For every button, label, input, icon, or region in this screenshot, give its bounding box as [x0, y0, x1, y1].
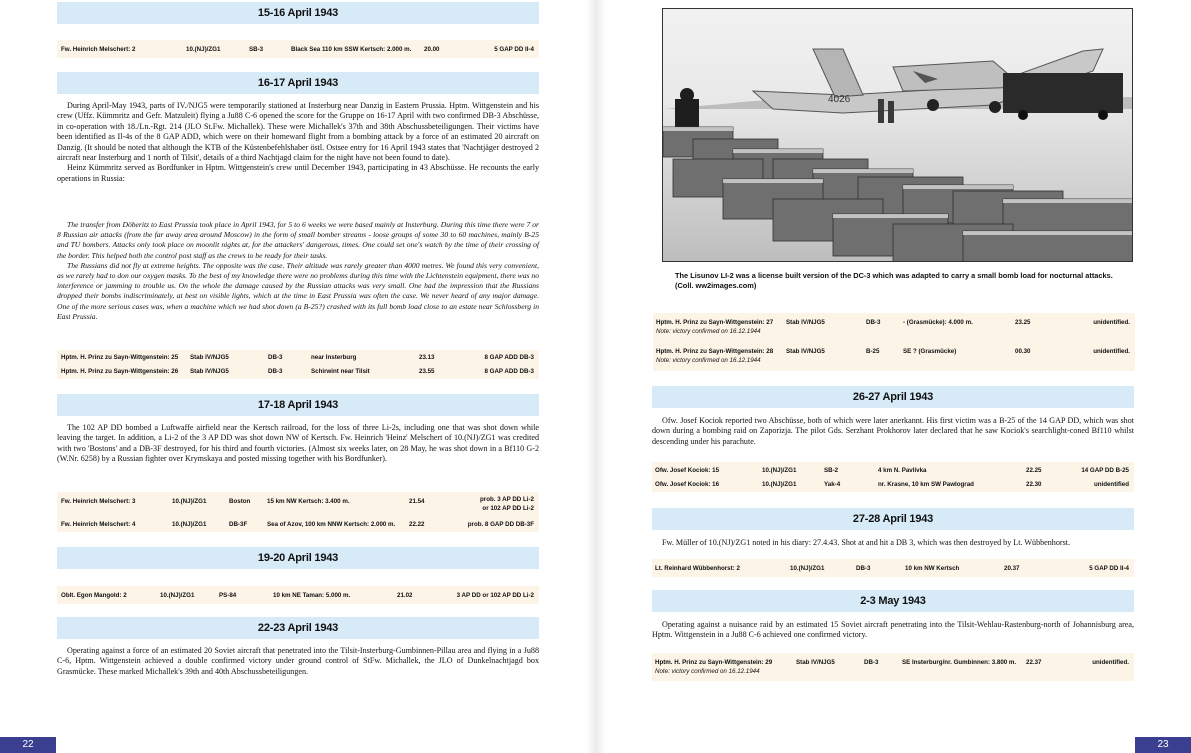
claim-unit: 10.(NJ)/ZG1 — [790, 565, 825, 572]
body-text — [652, 416, 1134, 447]
claim-row — [57, 492, 539, 532]
claim-time: 22.25 — [1026, 467, 1042, 474]
page-number: 23 — [1135, 737, 1191, 753]
claim-pilot: Hptm. H. Prinz zu Sayn-Wittgenstein: 27 — [656, 319, 774, 326]
li-2-photo-illustration — [663, 9, 1133, 262]
claim-pilot: Hptm. H. Prinz zu Sayn-Wittgenstein: 25 — [61, 354, 179, 361]
claim-result: 3 AP DD or 102 AP DD Li-2 — [456, 592, 534, 599]
claim-location: SE ? (Grasmücke) — [903, 348, 957, 355]
claim-unit: 10.(NJ)/ZG1 — [186, 46, 221, 53]
claim-time: 23.25 — [1015, 319, 1031, 326]
claim-location: 4 km N. Pavlivka — [878, 467, 927, 474]
body-text — [57, 101, 539, 184]
aircraft-photo — [662, 8, 1133, 262]
claim-unit: Stab IV/NJG5 — [786, 348, 825, 355]
claim-pilot: Oblt. Egon Mangold: 2 — [61, 592, 127, 599]
quote-paragraph: The Russians did not fly at extreme heights. The opposite was the case. Their altitude was rarely greater than 4000 metres. We found this very convenient, as we rarely had to don our oxygen masks. To the best of my knowledge there were no problems during this time with the Lichtenstein equipment, there was no interference or jamming to trouble us. On the whole the damage caused by the Russian attacks was very small. One had the impression that the Russians dropped their bombs indiscriminately, at best on visible lights, which at the time in East Prussia was often the case. We never heard of any major damage. One of the more serious cases was, when a machine which we had shot down (a B-25?) crashed with its full bomb load close to an estate near Schlossberg in East Prussia. — [57, 260, 539, 321]
claim-location: near Insterburg — [311, 354, 357, 361]
paragraph: Operating against a nuisance raid by an estimated 15 Soviet aircraft penetrating into the Tilsit-Wehlau-Rastenburg-north of Johannisburg area, Hptm. Wittgenstein in a Ju88 C-6 achieved one confirmed victory. — [652, 620, 1134, 640]
claim-location: Sea of Azov, 100 km NNW Kertsch: 2.000 m. — [267, 521, 396, 528]
claim-unit: 10.(NJ)/ZG1 — [762, 467, 797, 474]
claim-pilot: Fw. Heinrich Melschert: 3 — [61, 498, 136, 505]
quote-block — [57, 220, 539, 322]
claim-note: Note: victory confirmed on 16.12.1944 — [655, 668, 760, 675]
claim-unit: 10.(NJ)/ZG1 — [160, 592, 195, 599]
claim-type: DB-3 — [268, 368, 283, 375]
claim-time: 22.30 — [1026, 481, 1042, 488]
claim-location: Schirwint near Tilsit — [311, 368, 370, 375]
claim-result: unidentified. — [1093, 319, 1130, 326]
claim-time: 20.37 — [1004, 565, 1020, 572]
claim-time: 21.54 — [409, 498, 425, 505]
claim-time: 20.00 — [424, 46, 440, 53]
claim-result: 8 GAP ADD DB-3 — [484, 368, 534, 375]
paragraph: Ofw. Josef Kociok reported two Abschüsse, both of which were later anerkannt. His first victim was a B-25 of the 14 GAP DD, which was shot down during a bombing raid on Zaporizja. The pilot Gds. Serzhant Prokhorov later declared that he saw Kociok's searchlight-coned Bf110 whilst descending under his parachute. — [652, 416, 1134, 446]
claim-time: 22.22 — [409, 521, 425, 528]
claim-pilot: Fw. Heinrich Melschert: 2 — [61, 46, 136, 53]
claim-type: DB-3 — [268, 354, 283, 361]
claim-location: 10 km NW Kertsch — [905, 565, 960, 572]
claim-result-alt: or 102 AP DD Li-2 — [482, 505, 534, 512]
quote-paragraph: The transfer from Döberitz to East Prussia took place in April 1943, for 5 to 6 weeks we were based mainly at Insterburg. During this time there were 7 or 8 Russian air attacks (from the far away area around Moscow) in the form of small bomber streams - loose groups of some 30 to 60 machines, mainly B-25 and TU bombers. Attacks only took place on moonlit nights at, for the attackers' dangerous, times. One could set one's watch by the time of their crossing of the border. This helped both the control post staff as the crews to be ready for their tasks. — [57, 220, 539, 260]
claim-unit: Stab IV/NJG5 — [786, 319, 825, 326]
body-text — [57, 423, 539, 465]
claim-note: Note: victory confirmed on 16.12.1944 — [656, 328, 761, 335]
claim-result: 8 GAP ADD DB-3 — [484, 354, 534, 361]
page-number: 22 — [0, 737, 56, 753]
claim-type: Boston — [229, 498, 251, 505]
claim-type: DB-3F — [229, 521, 248, 528]
claim-pilot: Ofw. Josef Kociok: 16 — [655, 481, 720, 488]
claim-location: SE Insterburg/nr. Gumbinnen: 3.800 m. — [902, 659, 1017, 666]
claim-row — [652, 559, 1134, 577]
aircraft-number: 4026 — [828, 94, 851, 105]
claim-location: nr. Krasne, 10 km SW Pawlograd — [878, 481, 974, 488]
claim-result: 5 GAP DD II-4 — [1089, 565, 1129, 572]
right-page — [596, 0, 1191, 753]
section-header: 27-28 April 1943 — [652, 508, 1134, 530]
claim-unit: Stab IV/NJG5 — [190, 354, 229, 361]
claim-location: 15 km NW Kertsch: 3.400 m. — [267, 498, 350, 505]
claim-result: 14 GAP DD B-25 — [1081, 467, 1129, 474]
claim-pilot: Hptm. H. Prinz zu Sayn-Wittgenstein: 28 — [656, 348, 774, 355]
paragraph: Fw. Müller of 10.(NJ)/ZG1 noted in his diary: 27.4.43. Shot at and hit a DB 3, which was then destroyed by Lt. Wübbenhorst. — [662, 538, 1071, 547]
claim-unit: 10.(NJ)/ZG1 — [172, 521, 207, 528]
claim-pilot: Hptm. H. Prinz zu Sayn-Wittgenstein: 29 — [655, 659, 773, 666]
claim-row — [652, 462, 1134, 492]
section-header: 2-3 May 1943 — [652, 590, 1134, 612]
claim-time: 23.13 — [419, 354, 435, 361]
paragraph: The 102 AP DD bombed a Luftwaffe airfield near the Kertsch railroad, for the loss of three Li-2s, including one that was shot down while leaving the target. In addition, a Li-2 of the 3 AP DD was shot down NW of Kertsch. Fw. Heinrich 'Heinz' Melschert of 10.(NJ)/ZG1 was credited with two 'Bostons' and a DB-3F destroyed, for his third and fourth victories. (Almost six weeks later, on 28 May, he was shot down in a Bf110 G-2 (W.Nr. 6258) by a Russian fighter over Krymskaya and posted missing together with his Bordfunker). — [57, 423, 539, 464]
section-header: 22-23 April 1943 — [57, 617, 539, 639]
section-header: 15-16 April 1943 — [57, 2, 539, 24]
claim-pilot: Hptm. H. Prinz zu Sayn-Wittgenstein: 26 — [61, 368, 179, 375]
claim-time: 23.55 — [419, 368, 435, 375]
claim-time: 22.37 — [1026, 659, 1042, 666]
claim-note: Note: victory confirmed on 16.12.1944 — [656, 357, 761, 364]
section-header: 19-20 April 1943 — [57, 547, 539, 569]
paragraph: Heinz Kümmritz served as Bordfunker in Hptm. Wittgenstein's crew until December 1943, participating in 43 Abschüsse. He recounts the early operations in Russia: — [57, 163, 539, 183]
claim-unit: 10.(NJ)/ZG1 — [172, 498, 207, 505]
claim-type: SB-3 — [249, 46, 264, 53]
claim-type: PS-84 — [219, 592, 237, 599]
claim-result: prob. 8 GAP DD DB-3F — [467, 521, 534, 528]
claim-result: unidentified — [1093, 481, 1129, 488]
claim-type: DB-3 — [856, 565, 871, 572]
claim-type: DB-3 — [864, 659, 879, 666]
claim-row — [57, 586, 539, 604]
claim-location: 10 km NE Taman: 5.000 m. — [273, 592, 351, 599]
claim-type: Yak-4 — [824, 481, 841, 488]
paragraph: During April-May 1943, parts of IV./NJG5 were temporarily stationed at Insterburg near Danzig in Eastern Prussia. Hptm. Wittgenstein and his crew (Uffz. Kümmritz and Gefr. Matzuleit) flying a Ju88 C-6 opened the score for the Gruppe on 16-17 April with two confirmed DB-3 Abschüsse, in co-operation with 18./Ln.-Rgt. 214 (JLO St.Fw. Michallek). These were Michallek's 37th and 38th Abschussbeteiligungen. Their victims have been identified as Il-4s of the 8 GAP ADD, which were on their homeward flight from a bombing attack by a force of an estimated 20 aircraft on Danzig. (It should be noted that although the KTB of the Küstenbefehlshaber östl. Ostsee entry for 16 April 1943 states that 'Nachtjäger destroyed 2 aircraft near Insterburg and 1 north of Tilsit', details of a third Nachtjagd claim for the night have not been found to date). — [57, 101, 539, 163]
claim-result: 5 GAP DD II-4 — [494, 46, 534, 53]
claim-time: 00.30 — [1015, 348, 1031, 355]
body-text — [652, 620, 1134, 641]
claim-type: B-25 — [866, 348, 880, 355]
section-header: 26-27 April 1943 — [652, 386, 1134, 408]
claim-pilot: Fw. Heinrich Melschert: 4 — [61, 521, 136, 528]
claim-row — [653, 313, 1135, 371]
body-text — [57, 646, 539, 677]
paragraph: Operating against a force of an estimated 20 Soviet aircraft that penetrated into the Tilsit-Insterburg-Gumbinnen-Pillau area and flying in a Ju88 C-6, Hptm. Wittgenstein achieved a double confirmed victory under ground control of StFw. Michallek, the JLO of Dunkelnachtjagd box Grasmücke. These marked Michallek's 39th and 40th Abschussbeteiligungen. — [57, 646, 539, 676]
body-text — [652, 538, 1134, 548]
claim-result: prob. 3 AP DD Li-2 — [480, 496, 534, 503]
claim-unit: Stab IV/NJG5 — [796, 659, 835, 666]
claim-pilot: Lt. Reinhard Wübbenhorst: 2 — [655, 565, 740, 572]
section-header: 16-17 April 1943 — [57, 72, 539, 94]
claim-unit: Stab IV/NJG5 — [190, 368, 229, 375]
claim-result: unidentified. — [1093, 348, 1130, 355]
claim-type: DB-3 — [866, 319, 881, 326]
claim-location: Black Sea 110 km SSW Kertsch: 2.000 m. — [291, 46, 412, 53]
claim-location: - (Grasmücke): 4.000 m. — [903, 319, 973, 326]
section-header: 17-18 April 1943 — [57, 394, 539, 416]
claim-row — [652, 653, 1134, 681]
photo-caption: The Lisunov LI-2 was a license built version of the DC-3 which was adapted to carry a small bomb load for nocturnal attacks. (Coll. ww2images.com) — [675, 271, 1113, 290]
claim-result: unidentified. — [1092, 659, 1129, 666]
claim-unit: 10.(NJ)/ZG1 — [762, 481, 797, 488]
left-page — [0, 0, 595, 753]
claim-type: SB-2 — [824, 467, 839, 474]
claim-row — [57, 350, 539, 379]
claim-pilot: Ofw. Josef Kociok: 15 — [655, 467, 720, 474]
claim-row — [57, 40, 539, 58]
claim-time: 21.02 — [397, 592, 413, 599]
